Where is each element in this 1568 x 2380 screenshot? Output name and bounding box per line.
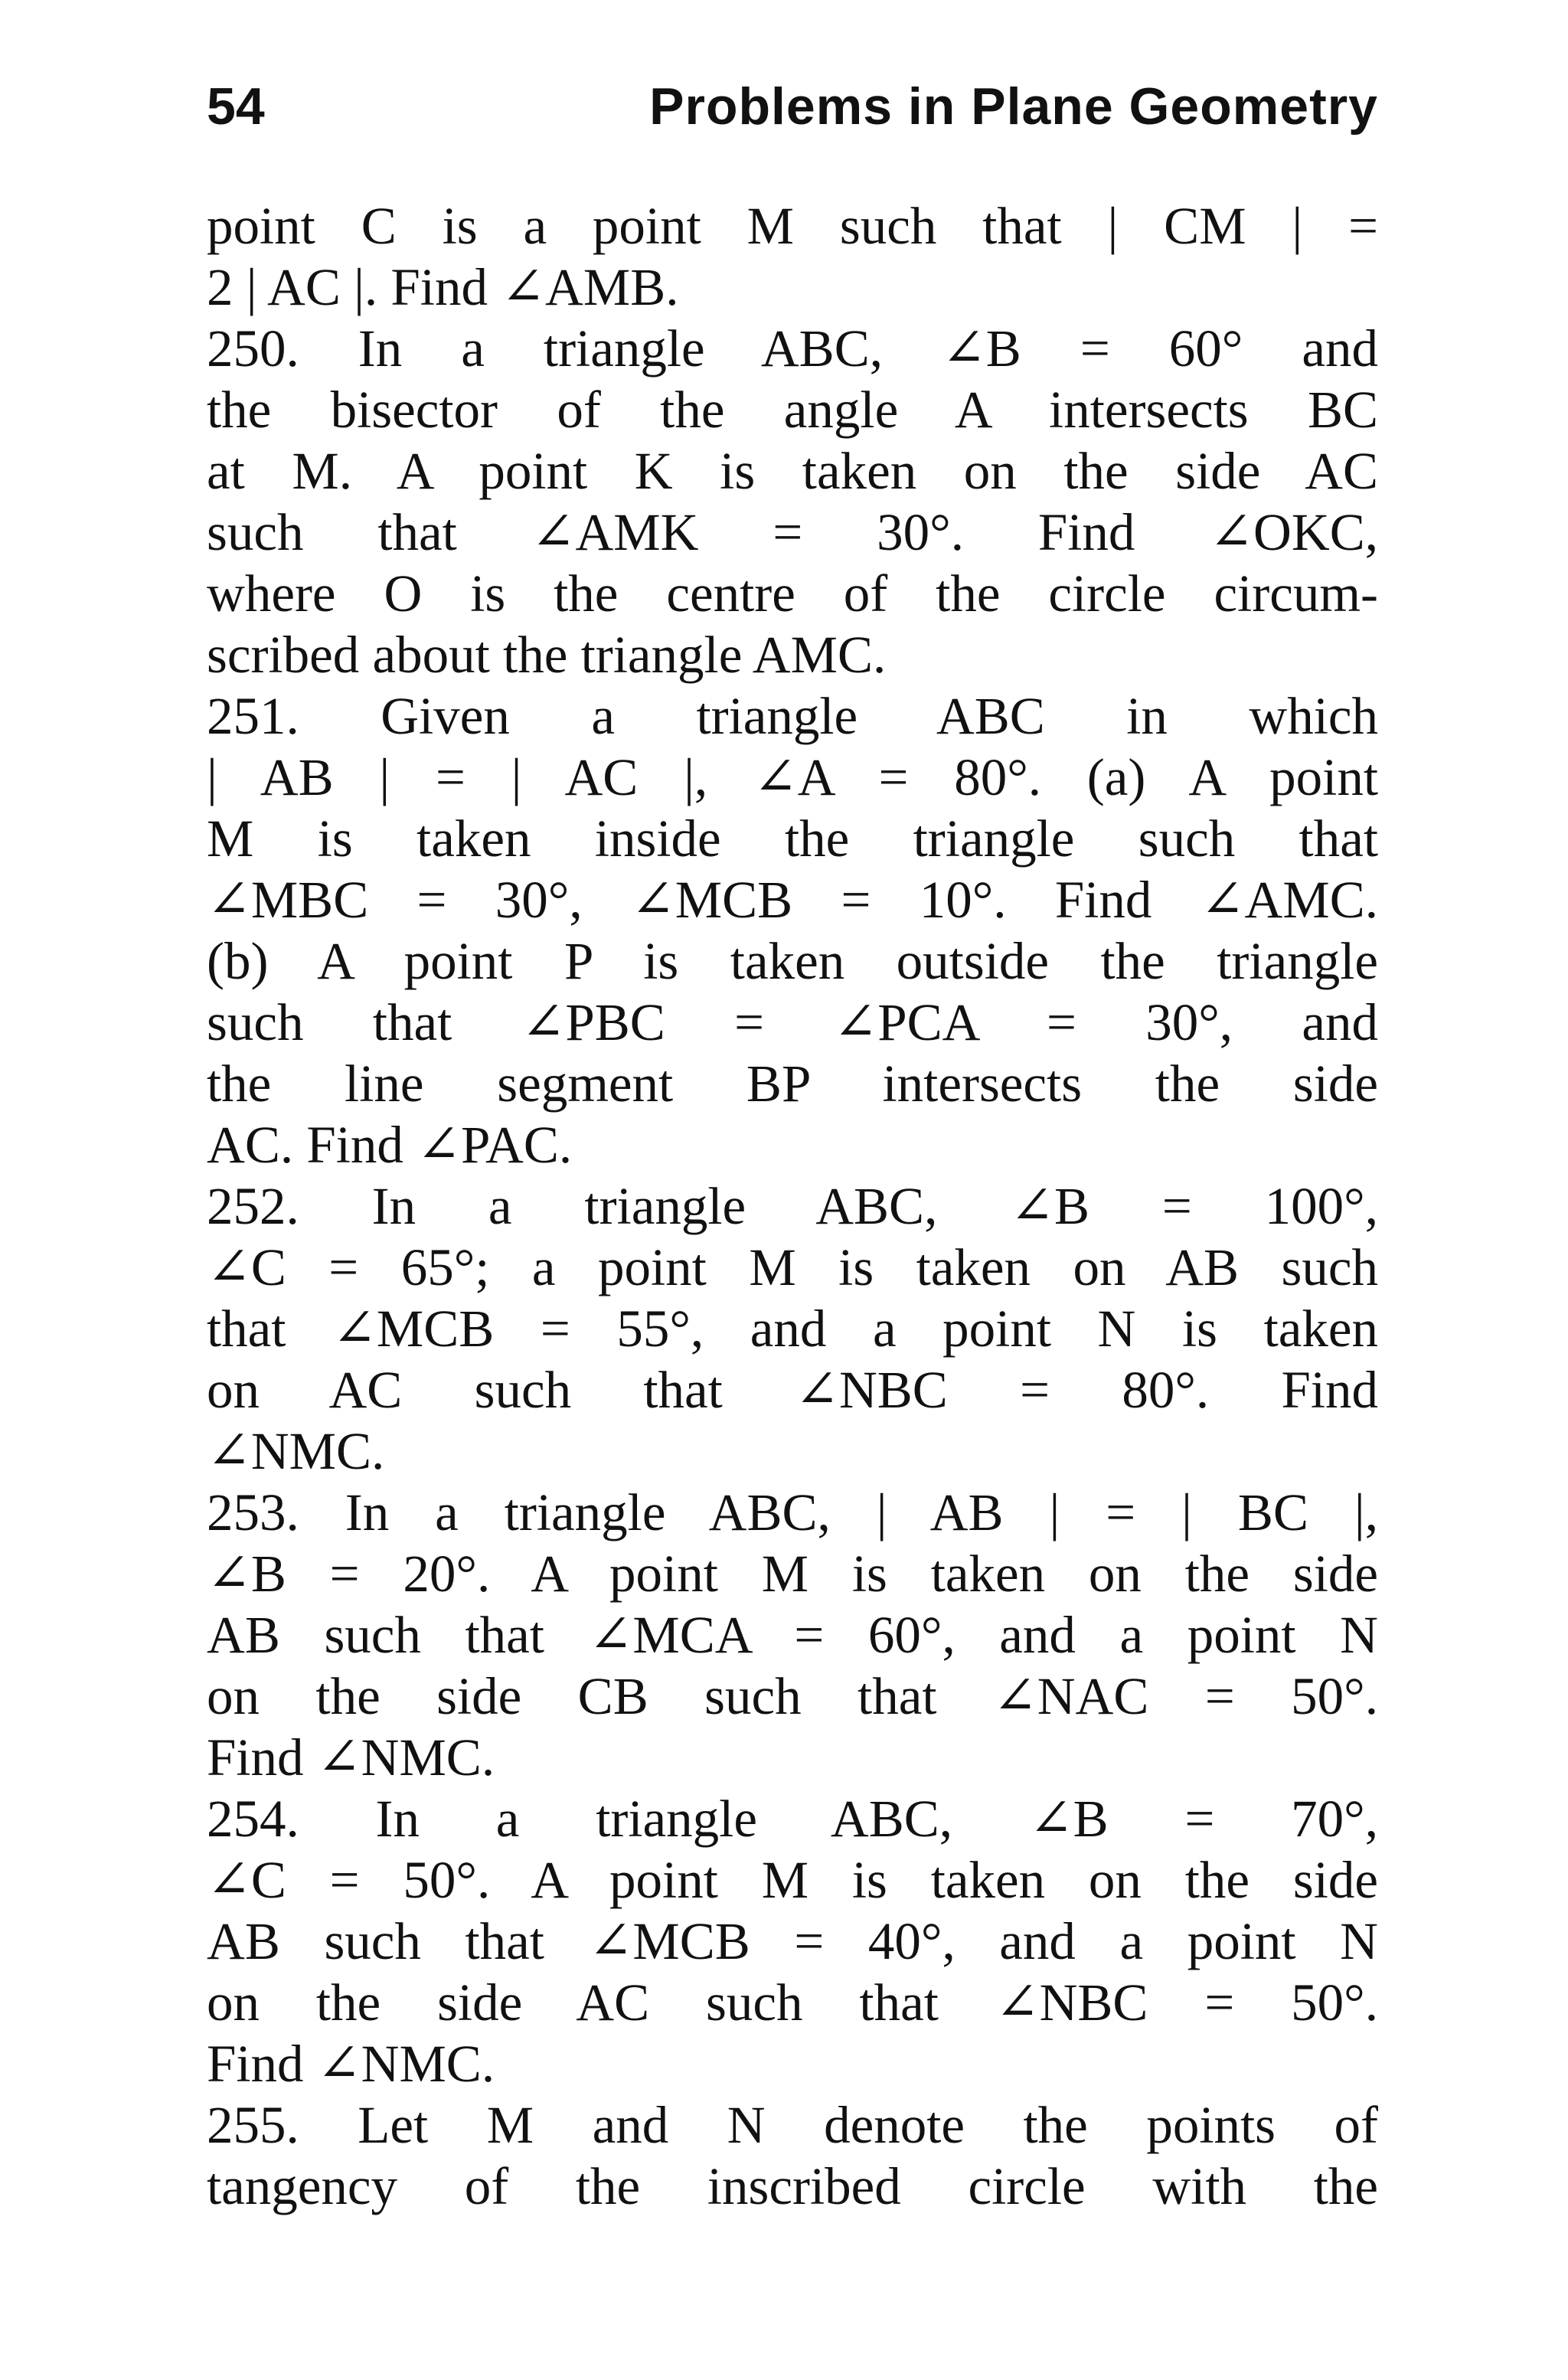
body-text <box>207 195 1378 2217</box>
text-line: (b) A point P is taken outside the triangle <box>207 932 1378 990</box>
text-line: ∠B = 20°. A point M is taken on the side <box>207 1545 1378 1603</box>
text-line: 251. Given a triangle ABC in which <box>207 687 1378 745</box>
page-header <box>207 77 1378 138</box>
text-line: 254. In a triangle ABC, ∠B = 70°, <box>207 1790 1378 1848</box>
text-line: 2 | AC |. Find ∠AMB. <box>207 258 679 316</box>
text-line: ∠C = 50°. A point M is taken on the side <box>207 1851 1378 1909</box>
text-line: | AB | = | AC |, ∠A = 80°. (a) A point <box>207 748 1378 806</box>
text-line: at M. A point K is taken on the side AC <box>207 442 1378 500</box>
text-line: point C is a point M such that | CM | = <box>207 197 1378 255</box>
text-line: tangency of the inscribed circle with the <box>207 2157 1378 2215</box>
text-line: such that ∠AMK = 30°. Find ∠OKC, <box>207 503 1378 561</box>
text-line: AB such that ∠MCB = 40°, and a point N <box>207 1912 1378 1970</box>
text-line: 250. In a triangle ABC, ∠B = 60° and <box>207 319 1378 378</box>
text-line: where O is the centre of the circle circum- <box>207 564 1378 623</box>
page-number: 54 <box>207 77 265 136</box>
text-line: AC. Find ∠PAC. <box>207 1116 573 1174</box>
text-line: 253. In a triangle ABC, | AB | = | BC |, <box>207 1483 1378 1541</box>
running-title: Problems in Plane Geometry <box>649 77 1378 136</box>
text-line: on the side CB such that ∠NAC = 50°. <box>207 1667 1378 1725</box>
text-line: the line segment BP intersects the side <box>207 1054 1378 1113</box>
text-line: Find ∠NMC. <box>207 2035 495 2093</box>
text-line: on the side AC such that ∠NBC = 50°. <box>207 1973 1378 2032</box>
text-line: on AC such that ∠NBC = 80°. Find <box>207 1361 1378 1419</box>
text-line: ∠NMC. <box>207 1422 385 1480</box>
text-line: that ∠MCB = 55°, and a point N is taken <box>207 1300 1378 1358</box>
text-line: 255. Let M and N denote the points of <box>207 2096 1378 2154</box>
text-line: 252. In a triangle ABC, ∠B = 100°, <box>207 1177 1378 1235</box>
text-line: M is taken inside the triangle such that <box>207 809 1378 868</box>
text-line: the bisector of the angle A intersects BC <box>207 381 1378 439</box>
text-line: scribed about the triangle AMC. <box>207 626 887 684</box>
text-line: Find ∠NMC. <box>207 1728 495 1787</box>
text-line: ∠MBC = 30°, ∠MCB = 10°. Find ∠AMC. <box>207 871 1378 929</box>
text-line: such that ∠PBC = ∠PCA = 30°, and <box>207 993 1378 1051</box>
text-line: AB such that ∠MCA = 60°, and a point N <box>207 1606 1378 1664</box>
text-line: ∠C = 65°; a point M is taken on AB such <box>207 1238 1378 1296</box>
